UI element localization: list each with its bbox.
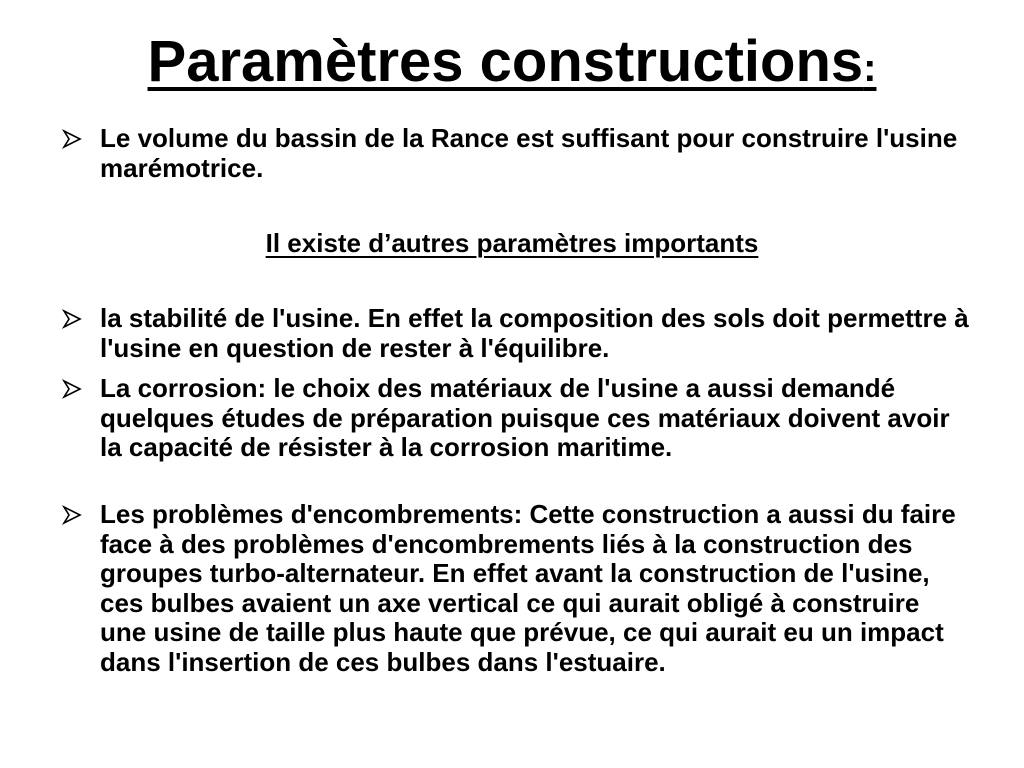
slide-title (0, 26, 1024, 104)
arrowhead-bullet-icon (62, 129, 82, 149)
bullet-text: Le volume du bassin de la Rance est suffisant pour construire l'usine marémotrice. (100, 123, 958, 183)
arrowhead-bullet-icon (62, 379, 82, 399)
bullet-text: Les problèmes d'encombrements: Cette construction a aussi du faire face à des problèmes d'encombrements liés à la construction des groupes turbo-alternateur. En effet avant la construction de l'usine, ces bulbes avaient un axe vertical ce qui aurait obligé à construire une usine de taille plus haute que prévue, ce qui aurait eu un impact dans l'insertion de ces bulbes dans l'estuaire. (100, 499, 956, 677)
bullet-item-stabilite (62, 304, 972, 363)
bullet-item-encombrements (62, 500, 972, 677)
bullet-item-corrosion (62, 374, 972, 463)
bullet-item-volume (62, 124, 972, 183)
bullet-text: La corrosion: le choix des matériaux de l'usine a aussi demandé quelques études de préparation puisque ces matériaux doivent avoir la capacité de résister à la corrosion maritime. (100, 373, 950, 462)
section-subtitle: Il existe d’autres paramètres importants (265, 228, 759, 258)
title-colon: : (863, 46, 877, 90)
bullet-text: la stabilité de l'usine. En effet la composition des sols doit permettre à l'usine en question de rester à l'équilibre. (100, 303, 969, 363)
arrowhead-bullet-icon (62, 309, 82, 329)
title-text: Paramètres constructions (147, 29, 864, 94)
arrowhead-bullet-icon (62, 505, 82, 525)
